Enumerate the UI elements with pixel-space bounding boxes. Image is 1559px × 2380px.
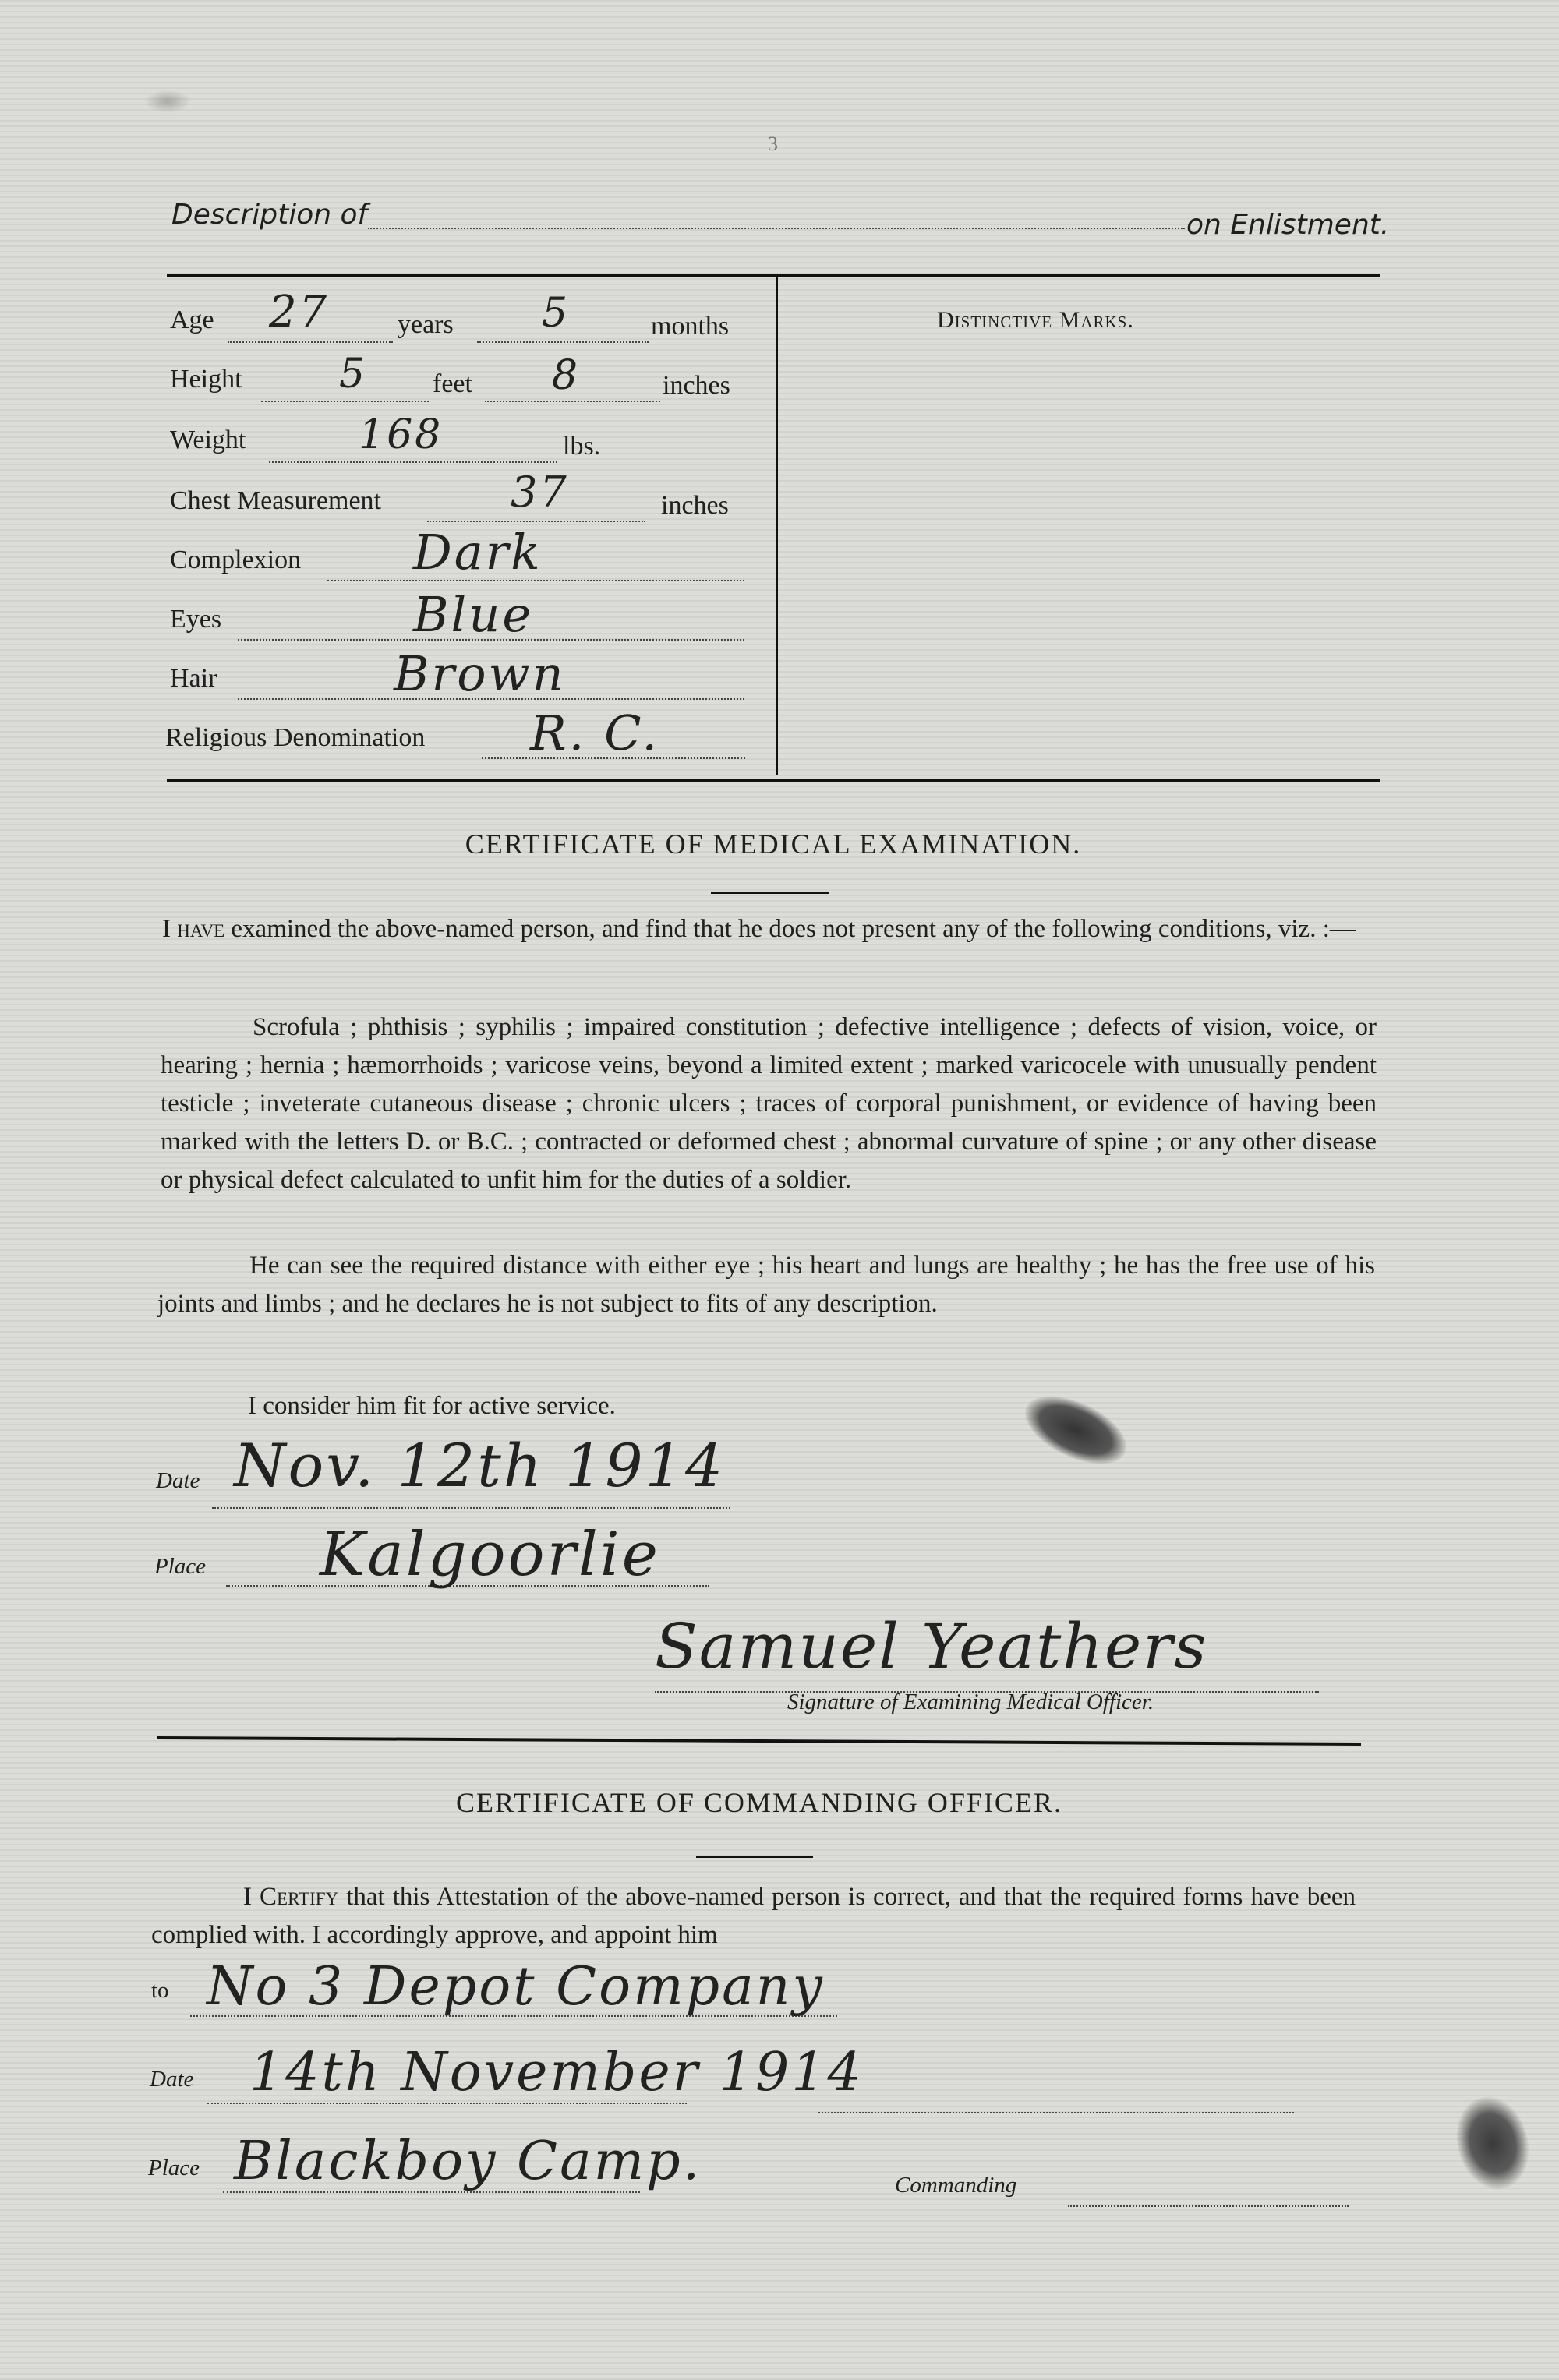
commanding-intro-text: that this Attestation of the above-named person is correct, and that the required forms have been complied with. I accordingly approve, and appoint him: [151, 1883, 1356, 1949]
eyes-label: Eyes: [170, 605, 222, 634]
commanding-to-value: No 3 Depot Company: [207, 1956, 825, 2018]
chest-label: Chest Measurement: [170, 486, 381, 515]
height-feet-value: 5: [339, 351, 368, 397]
height-label: Height: [170, 365, 242, 394]
page-number: 3: [768, 132, 778, 155]
commanding-title-underline: [696, 1856, 813, 1858]
medical-title: CERTIFICATE OF MEDICAL EXAMINATION.: [465, 828, 1082, 860]
commanding-label: Commanding: [895, 2173, 1017, 2198]
commanding-signature-line: [818, 2112, 1294, 2113]
header-name-line: [368, 228, 1185, 229]
complexion-value: Dark: [413, 524, 543, 581]
medical-fit: I consider him fit for active service.: [248, 1392, 616, 1420]
years-label: years: [398, 310, 454, 339]
commanding-place-label: Place: [148, 2156, 200, 2180]
fields-bottom-rule: [167, 779, 1380, 782]
religion-value: R. C.: [530, 704, 660, 761]
header-rule: [167, 274, 1380, 277]
medical-title-underline: [711, 892, 829, 894]
commanding-intro-caps: I Certify: [243, 1883, 339, 1911]
age-months-value: 5: [542, 290, 571, 337]
chest-unit: inches: [661, 491, 729, 520]
eyes-value: Blue: [413, 586, 534, 643]
weight-value: 168: [359, 411, 444, 458]
commanding-intro: [151, 1878, 1356, 1954]
age-label: Age: [170, 305, 214, 334]
medical-healthy: He can see the required distance with either eye ; his heart and lungs are healthy ; he has the free use of his joints and limbs ; and he declares he is not subject to fits of any description.: [157, 1252, 1375, 1318]
distinctive-marks-label: Distinctive Marks.: [937, 307, 1134, 333]
medical-date-line: [212, 1507, 730, 1509]
medical-date-value: Nov. 12th 1914: [234, 1431, 726, 1500]
lbs-label: lbs.: [563, 432, 601, 461]
medical-signature-label: Signature of Examining Medical Officer.: [787, 1690, 1154, 1714]
religion-label: Religious Denomination: [165, 723, 426, 752]
medical-date-label: Date: [156, 1468, 200, 1493]
column-divider: [776, 277, 778, 775]
hair-label: Hair: [170, 664, 217, 693]
months-label: months: [651, 312, 730, 341]
weight-line: [269, 461, 557, 463]
commanding-title: CERTIFICATE OF COMMANDING OFFICER.: [456, 1787, 1062, 1818]
commanding-date-value: 14th November 1914: [249, 2042, 864, 2103]
age-months-line: [477, 341, 649, 343]
commanding-place-value: Blackboy Camp.: [234, 2131, 702, 2192]
medical-place-label: Place: [154, 1554, 207, 1579]
chest-line: [427, 521, 645, 522]
complexion-label: Complexion: [170, 546, 302, 574]
medical-bottom-rule: [157, 1736, 1361, 1746]
edge-stain: [1447, 2089, 1539, 2197]
weight-label: Weight: [170, 426, 246, 454]
header-suffix: on Enlistment.: [1186, 209, 1390, 241]
height-feet-line: [261, 401, 429, 402]
commanding-to-label: to: [151, 1978, 169, 2003]
header-prefix: Description of: [171, 199, 368, 231]
age-years-value: 27: [269, 287, 330, 337]
corner-smudge: [144, 90, 191, 113]
medical-place-value: Kalgoorlie: [320, 1520, 660, 1590]
inches-label: inches: [663, 371, 730, 400]
medical-intro-text: examined the above-named person, and find that he does not present any of the following conditions, viz. :—: [231, 915, 1356, 943]
feet-label: feet: [433, 369, 472, 398]
chest-value: 37: [511, 468, 569, 517]
medical-signature: Samuel Yeathers: [655, 1610, 1208, 1683]
commanding-line: [1068, 2205, 1349, 2207]
ink-stain: [1015, 1382, 1137, 1478]
medical-intro-caps: I have: [162, 915, 225, 943]
medical-intro: [162, 910, 1377, 948]
height-inches-line: [485, 401, 660, 402]
commanding-date-label: Date: [150, 2067, 194, 2092]
height-inches-value: 8: [552, 352, 581, 399]
hair-value: Brown: [394, 645, 566, 702]
medical-conditions: Scrofula ; phthisis ; syphilis ; impaired constitution ; defective intelligence ; defects of vision, voice, or hearing ; hernia ; hæmorrhoids ; varicose veins, beyond a limited extent ; marked varicocele with unusually pendent testicle ; inveterate cutaneous disease ; chronic ulcers ; traces of corporal punishment, or evidence of having been marked with the letters D. or B.C. ; contracted or deformed chest ; abnormal curvature of spine ; or any other disease or physical defect calculated to unfit him for the duties of a soldier.: [161, 1013, 1377, 1194]
age-years-line: [228, 341, 393, 343]
